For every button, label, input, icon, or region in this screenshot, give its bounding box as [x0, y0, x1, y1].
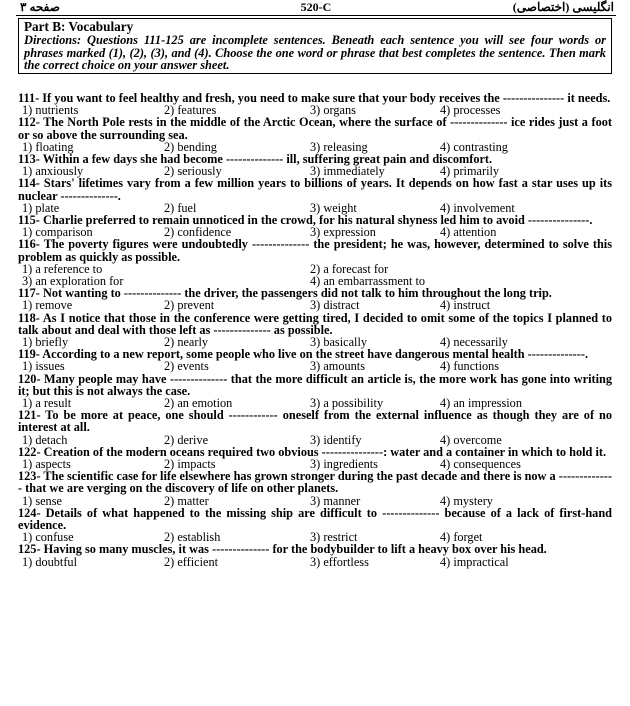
answer-option-2[interactable]: 2) features: [164, 103, 217, 118]
answer-option-3[interactable]: 3) effortless: [310, 554, 369, 569]
answer-option-4[interactable]: 4) processes: [440, 103, 501, 118]
answer-option-3[interactable]: 3) organs: [310, 103, 356, 118]
question-number: 120-: [18, 371, 41, 386]
exam-code: 520-C: [300, 0, 332, 14]
question-text: Charlie preferred to remain unnoticed in the crowd, for his natural shyness led him to avoid ---------------.: [42, 212, 593, 227]
question-number: 121-: [18, 408, 41, 423]
answer-options: [18, 226, 612, 238]
answer-option-4[interactable]: 4) mystery: [440, 493, 493, 508]
question-item: [18, 153, 612, 177]
question-text: Stars' lifetimes vary from a few million years to billions of years. It depends on how fast a star uses up its nuclear --------------.: [18, 176, 613, 203]
question-number: 119-: [18, 347, 40, 362]
answer-option-2[interactable]: 2) fuel: [164, 200, 197, 215]
question-text: Details of what happened to the missing ship are difficult to -------------- because of a lack of first-hand evidence.: [18, 505, 612, 532]
answer-option-1[interactable]: 1) issues: [22, 359, 65, 374]
answer-option-4[interactable]: 4) an impression: [440, 395, 522, 410]
answer-option-1[interactable]: 1) doubtful: [22, 554, 77, 569]
answer-option-1[interactable]: 1) detach: [22, 432, 68, 447]
answer-option-3[interactable]: 3) basically: [310, 334, 368, 349]
answer-option-3[interactable]: 3) expression: [310, 225, 376, 240]
answer-option-4[interactable]: 4) functions: [440, 359, 500, 374]
answer-options: [18, 458, 612, 470]
question-item: [18, 543, 612, 567]
answer-options: [18, 141, 612, 153]
page-number: صفحه ۳: [20, 0, 60, 14]
question-number: 124-: [18, 505, 41, 520]
question-item: [18, 507, 612, 544]
answer-option-1[interactable]: 1) plate: [22, 200, 60, 215]
question-item: [18, 409, 612, 446]
question-item: [18, 238, 612, 287]
question-text: Many people may have -------------- that the more difficult an article is, the more work has gone into writing it; but this is not always the case.: [18, 371, 612, 398]
question-number: 111-: [18, 91, 40, 105]
question-stem: [18, 116, 612, 140]
answer-option-4[interactable]: 4) overcome: [440, 432, 502, 447]
answer-option-2[interactable]: 2) a forecast for: [310, 261, 389, 276]
answer-option-4[interactable]: 4) consequences: [440, 456, 521, 471]
question-text: To be more at peace, one should ------------ oneself from the external influence as though they are of no interest at all.: [18, 408, 612, 435]
answer-option-1[interactable]: 1) floating: [22, 139, 74, 154]
answer-options: [18, 336, 612, 348]
question-number: 114-: [18, 176, 40, 191]
question-item: [18, 214, 612, 238]
question-number: 113-: [18, 151, 40, 166]
answer-option-2[interactable]: 2) matter: [164, 493, 209, 508]
question-stem: [18, 177, 612, 201]
answer-option-4[interactable]: 4) attention: [440, 225, 497, 240]
answer-option-4[interactable]: 4) an embarrassment to: [310, 273, 426, 288]
question-item: [18, 92, 612, 116]
question-item: [18, 287, 612, 311]
question-item: [18, 470, 612, 507]
answer-options: [18, 104, 612, 116]
question-stem: [18, 373, 612, 397]
answer-option-1[interactable]: 1) remove: [22, 298, 73, 313]
answer-option-2[interactable]: 2) impacts: [164, 456, 216, 471]
question-list: [18, 92, 612, 568]
answer-options: [18, 531, 612, 543]
question-stem: [18, 507, 612, 531]
answer-option-1[interactable]: 1) comparison: [22, 225, 93, 240]
question-text: The poverty figures were undoubtedly -------------- the president; he was, however, determined to solve this problem as quickly as possible.: [18, 237, 612, 264]
answer-option-4[interactable]: 4) instruct: [440, 298, 491, 313]
question-text: Within a few days she had become -------------- ill, suffering great pain and discomfort.: [42, 151, 493, 166]
section-directions: Directions: Questions 111-125 are incomplete sentences. Beneath each sentence you will see four words or phrases marked (1), (2), (3), and (4). Choose the one word or phrase that best completes the sentence. Then mark the correct choice on your answer sheet.: [24, 33, 606, 73]
question-number: 125-: [18, 542, 41, 557]
question-number: 115-: [18, 212, 40, 227]
question-text: If you want to feel healthy and fresh, you need to make sure that your body receives the --------------- it needs.: [42, 91, 611, 105]
answer-option-1[interactable]: 1) sense: [22, 493, 62, 508]
page-header: [16, 0, 616, 14]
answer-option-3[interactable]: 3) manner: [310, 493, 361, 508]
answer-option-4[interactable]: 4) involvement: [440, 200, 515, 215]
question-stem: [18, 409, 612, 433]
question-text: The scientific case for life elsewhere has grown stronger during the past decade and there is now a -------------- that we are verging on the discovery of life on other planets.: [18, 469, 612, 496]
answer-options: [18, 299, 612, 311]
answer-options: [18, 397, 612, 409]
answer-option-1[interactable]: 1) aspects: [22, 456, 71, 471]
subject-title: انگلیسی (اختصاصی): [512, 0, 614, 14]
answer-option-2[interactable]: 2) efficient: [164, 554, 219, 569]
answer-options: [18, 495, 612, 507]
answer-option-2[interactable]: 2) establish: [164, 530, 221, 545]
answer-option-3[interactable]: 3) ingredients: [310, 456, 378, 471]
answer-options: [18, 434, 612, 446]
question-number: 112-: [18, 115, 40, 130]
answer-option-3[interactable]: 3) a possibility: [310, 395, 384, 410]
answer-option-4[interactable]: 4) contrasting: [440, 139, 508, 154]
question-number: 123-: [18, 469, 41, 484]
question-item: [18, 177, 612, 214]
question-number: 117-: [18, 286, 40, 301]
answer-option-2[interactable]: 2) events: [164, 359, 209, 374]
answer-option-3[interactable]: 3) releasing: [310, 139, 368, 154]
answer-option-4[interactable]: 4) forget: [440, 530, 483, 545]
section-box: [18, 18, 612, 74]
answer-options: [18, 165, 612, 177]
question-number: 118-: [18, 310, 40, 325]
header-rule: [16, 15, 616, 16]
question-item: [18, 312, 612, 349]
question-text: Having so many muscles, it was -------------- for the bodybuilder to lift a heavy box over his head.: [43, 542, 547, 557]
question-text: The North Pole rests in the middle of the Arctic Ocean, where the surface of -------------- ice rides just a foot or so above the surrounding sea.: [18, 115, 612, 142]
question-stem: [18, 470, 612, 494]
answer-options: [18, 556, 612, 568]
answer-option-3[interactable]: 3) distract: [310, 298, 360, 313]
question-stem: [18, 543, 612, 555]
question-item: [18, 348, 612, 372]
answer-option-2[interactable]: 2) nearly: [164, 334, 209, 349]
answer-option-3[interactable]: 3) immediately: [310, 164, 385, 179]
question-text: According to a new report, some people who live on the street have dangerous mental health --------------.: [42, 347, 589, 362]
question-item: [18, 116, 612, 153]
answer-option-3[interactable]: 3) amounts: [310, 359, 365, 374]
answer-option-1[interactable]: 1) a result: [22, 395, 72, 410]
answer-option-2[interactable]: 2) seriously: [164, 164, 222, 179]
answer-option-2[interactable]: 2) prevent: [164, 298, 215, 313]
answer-option-1[interactable]: 1) briefly: [22, 334, 69, 349]
answer-option-1[interactable]: 1) anxiously: [22, 164, 84, 179]
answer-option-2[interactable]: 2) bending: [164, 139, 217, 154]
answer-option-4[interactable]: 4) primarily: [440, 164, 500, 179]
answer-option-2[interactable]: 2) derive: [164, 432, 209, 447]
answer-option-3[interactable]: 3) identify: [310, 432, 362, 447]
question-number: 122-: [18, 444, 41, 459]
answer-option-2[interactable]: 2) confidence: [164, 225, 232, 240]
section-title: Part B: Vocabulary: [24, 19, 134, 34]
answer-options: [18, 360, 612, 372]
question-stem: [18, 312, 612, 336]
answer-option-1[interactable]: 1) nutrients: [22, 103, 79, 118]
answer-option-4[interactable]: 4) impractical: [440, 554, 509, 569]
answer-option-1[interactable]: 1) confuse: [22, 530, 74, 545]
answer-option-1[interactable]: 1) a reference to: [22, 261, 103, 276]
answer-options: [18, 202, 612, 214]
question-text: Creation of the modern oceans required two obvious ---------------: water and a container in which to hold it.: [43, 444, 607, 459]
answer-option-3[interactable]: 3) weight: [310, 200, 357, 215]
question-item: [18, 446, 612, 470]
answer-option-3[interactable]: 3) an exploration for: [22, 273, 124, 288]
answer-option-4[interactable]: 4) necessarily: [440, 334, 508, 349]
question-text: As I notice that those in the conference were getting tired, I decided to omit some of the topics I planned to talk about and deal with those left as -------------- as possible.: [18, 310, 612, 337]
question-text: Not wanting to -------------- the driver, the passengers did not talk to him throughout the long trip.: [42, 286, 552, 301]
answer-option-2[interactable]: 2) an emotion: [164, 395, 233, 410]
question-stem: [18, 238, 612, 262]
answer-options: [18, 263, 612, 287]
question-item: [18, 373, 612, 410]
answer-option-3[interactable]: 3) restrict: [310, 530, 358, 545]
question-number: 116-: [18, 237, 40, 252]
